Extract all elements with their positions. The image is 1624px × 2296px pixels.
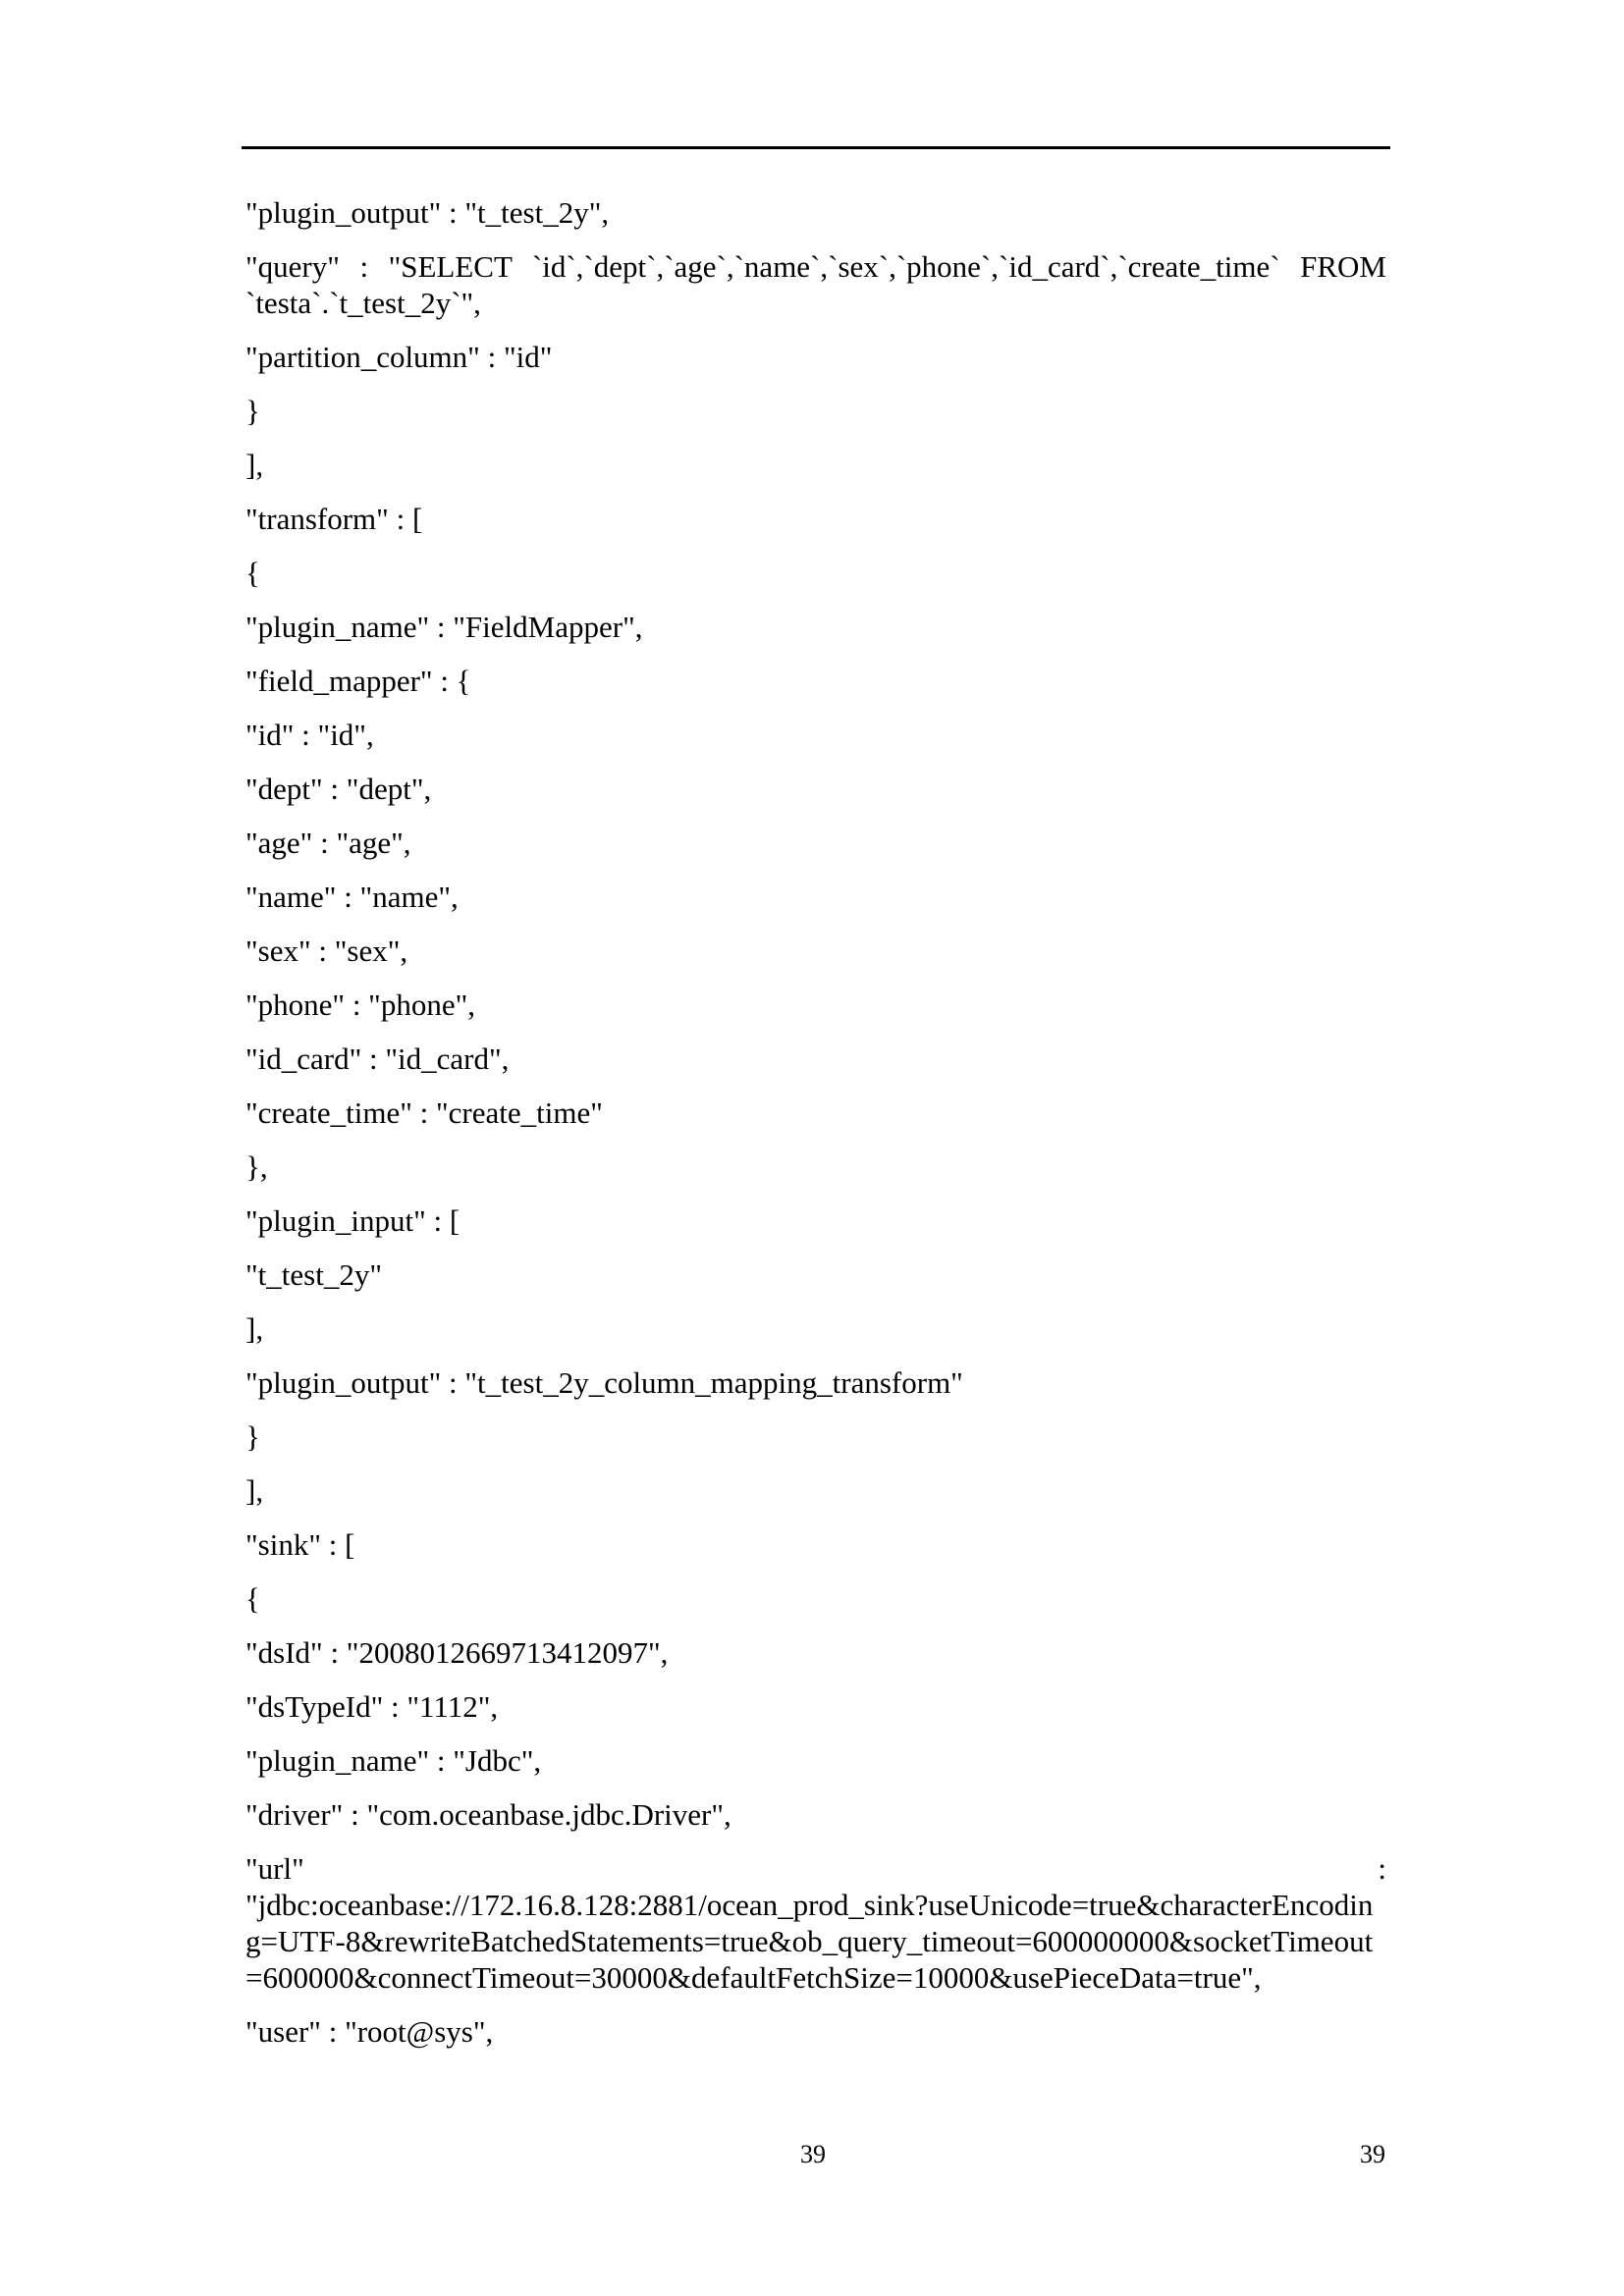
code-line: "transform" : [ — [245, 502, 423, 536]
code-line: "create_time" : "create_time" — [245, 1095, 603, 1130]
code-line: } — [245, 1419, 260, 1454]
code-line: "plugin_input" : [ — [245, 1203, 460, 1238]
code-line: "field_mapper" : { — [245, 664, 471, 698]
code-line-query: "query" : "SELECT `id`,`dept`,`age`,`name`,`sex`,`phone`,`id_card`,`create_time` FROM `testa`.`t_test_2y`", — [245, 249, 1386, 320]
url-key: "url" — [245, 1851, 304, 1886]
code-line: "name" : "name", — [245, 880, 459, 914]
code-line: "phone" : "phone", — [245, 988, 475, 1022]
code-line: { — [245, 1581, 260, 1616]
code-line-user: "user" : "root@sys", — [245, 2014, 494, 2049]
code-line: "id" : "id", — [245, 718, 374, 752]
code-line: "age" : "age", — [245, 826, 411, 860]
code-line: "dsId" : "2008012669713412097", — [245, 1635, 669, 1670]
code-line: "dsTypeId" : "1112", — [245, 1689, 499, 1724]
header-rule — [242, 146, 1390, 149]
code-line: "plugin_output" : "t_test_2y", — [245, 195, 610, 230]
code-line: "sex" : "sex", — [245, 934, 408, 968]
code-line: "partition_column" : "id" — [245, 340, 553, 374]
url-colon: : — [1378, 1851, 1386, 1886]
code-line: "plugin_name" : "Jdbc", — [245, 1743, 542, 1778]
code-line: "dept" : "dept", — [245, 772, 432, 806]
code-line: { — [245, 556, 260, 590]
page-number-right: 39 — [1360, 2140, 1385, 2168]
code-line: "sink" : [ — [245, 1527, 355, 1562]
code-line: "plugin_name" : "FieldMapper", — [245, 610, 643, 644]
code-line: }, — [245, 1149, 268, 1184]
code-line: ], — [245, 1311, 264, 1346]
code-line: "driver" : "com.oceanbase.jdbc.Driver", — [245, 1797, 731, 1832]
code-line: "t_test_2y" — [245, 1257, 382, 1292]
code-line: "plugin_output" : "t_test_2y_column_mapping_transform" — [245, 1365, 963, 1400]
code-line: ], — [245, 1473, 264, 1508]
code-line: "id_card" : "id_card", — [245, 1041, 510, 1076]
code-line: ], — [245, 448, 264, 482]
page-number-center: 39 — [800, 2140, 826, 2168]
url-key-row — [245, 1850, 1386, 1887]
url-value: "jdbc:oceanbase://172.16.8.128:2881/ocean_prod_sink?useUnicode=true&characterEncoding=UTF-8&rewriteBatchedStatements=true&ob_query_timeout=600000000&socketTimeout=600000&connectTimeout=30000&defaultFetchSize=10000&usePieceData=true", — [245, 1888, 1374, 1995]
code-line: } — [245, 394, 260, 428]
config-code-block — [245, 194, 1386, 2067]
